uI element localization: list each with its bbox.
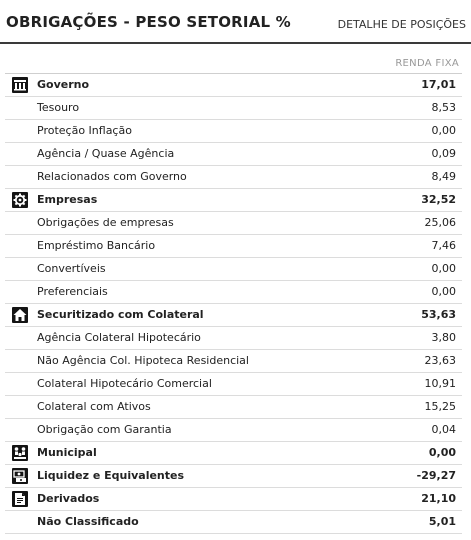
row-label: Agência Colateral Hipotecário: [37, 331, 201, 344]
table-row: [5, 350, 462, 373]
row-label: Municipal: [37, 446, 97, 459]
row-label: Colateral Hipotecário Comercial: [37, 377, 212, 390]
row-label: Obrigação com Garantia: [37, 423, 172, 436]
row-value: 53,63: [421, 308, 456, 321]
row-value: 10,91: [424, 377, 456, 390]
row-label: Empréstimo Bancário: [37, 239, 156, 252]
row-value: 0,00: [431, 124, 456, 137]
page-title: OBRIGAÇÕES - PESO SETORIAL %: [6, 13, 291, 31]
row-label: Não Agência Col. Hipoteca Residencial: [37, 354, 249, 367]
row-label: Convertíveis: [37, 262, 106, 275]
table-row: [5, 281, 462, 304]
table-row: [5, 97, 462, 120]
municipal-people-icon: [12, 445, 28, 461]
row-label: Tesouro: [37, 101, 80, 114]
widget-header: [0, 0, 471, 44]
gear-icon: [12, 192, 28, 208]
row-value: 21,10: [421, 492, 456, 505]
table-row: [5, 419, 462, 442]
table-row: [5, 212, 462, 235]
table-row: [5, 373, 462, 396]
detail-positions-link[interactable]: DETALHE DE POSIÇÕES: [337, 18, 466, 31]
row-value: 8,49: [431, 170, 456, 183]
table-row: [5, 235, 462, 258]
table-row: [5, 465, 462, 488]
table-row: [5, 511, 462, 534]
table-row: [5, 166, 462, 189]
table-row: [5, 304, 462, 327]
row-value: 15,25: [424, 400, 456, 413]
table-row: [5, 442, 462, 465]
cash-icon: [12, 468, 28, 484]
table-row: [5, 74, 462, 97]
table-row: [5, 258, 462, 281]
row-value: 0,00: [431, 262, 456, 275]
row-value: 32,52: [421, 193, 456, 206]
table-row: [5, 120, 462, 143]
row-label: Não Classificado: [37, 515, 139, 528]
row-value: -29,27: [416, 469, 456, 482]
document-icon: [12, 491, 28, 507]
sector-weight-table: [5, 74, 462, 534]
table-row: [5, 396, 462, 419]
row-value: 7,46: [431, 239, 456, 252]
table-row: [5, 327, 462, 350]
row-label: Relacionados com Governo: [37, 170, 187, 183]
row-label: Agência / Quase Agência: [37, 147, 175, 160]
table-row: [5, 143, 462, 166]
government-building-icon: [12, 77, 28, 93]
row-value: 5,01: [428, 515, 456, 528]
row-value: 23,63: [424, 354, 456, 367]
row-label: Securitizado com Colateral: [37, 308, 204, 321]
row-value: 17,01: [421, 78, 456, 91]
row-value: 25,06: [424, 216, 456, 229]
house-icon: [12, 307, 28, 323]
table-row: [5, 488, 462, 511]
row-label: Empresas: [37, 193, 98, 206]
row-value: 0,00: [428, 446, 456, 459]
row-label: Liquidez e Equivalentes: [37, 469, 185, 482]
row-label: Colateral com Ativos: [37, 400, 151, 413]
row-value: 0,04: [431, 423, 456, 436]
row-label: Obrigações de empresas: [37, 216, 174, 229]
row-value: 0,09: [431, 147, 456, 160]
row-label: Derivados: [37, 492, 100, 505]
row-value: 8,53: [431, 101, 456, 114]
table-row: [5, 189, 462, 212]
column-header-fixed-income: RENDA FIXA: [395, 58, 459, 69]
row-label: Proteção Inflação: [37, 124, 132, 137]
row-label: Preferenciais: [37, 285, 108, 298]
row-value: 3,80: [431, 331, 456, 344]
row-value: 0,00: [431, 285, 456, 298]
row-label: Governo: [37, 78, 90, 91]
